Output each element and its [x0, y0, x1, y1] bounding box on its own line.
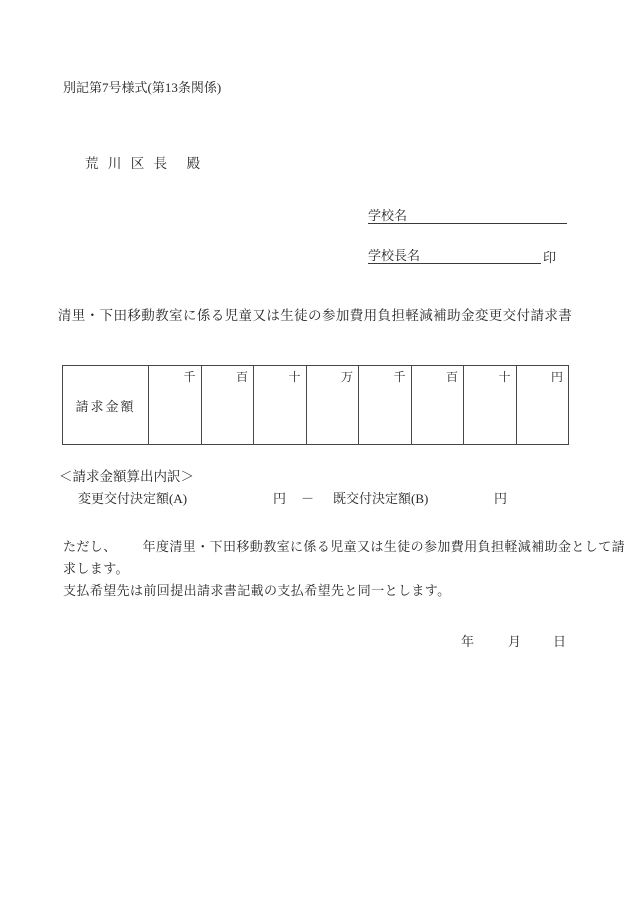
digit-header: 百 [445, 370, 458, 384]
principal-name-field [368, 245, 541, 264]
date-year-label: 年 [461, 634, 475, 649]
digit-header: 十 [498, 370, 511, 384]
principal-name-label: 学校長名 [368, 248, 421, 263]
body-line1-prefix: ただし、 [63, 539, 117, 554]
body-text-line3: 支払希望先は前回提出請求書記載の支払希望先と同一とします。 [63, 583, 451, 598]
seal-placeholder: 印 [543, 250, 557, 265]
digit-header: 百 [235, 370, 248, 384]
breakdown-heading: ＜請求金額算出内訳＞ [59, 469, 194, 484]
digit-header: 円 [550, 370, 563, 384]
addressee: 荒 川 区 長 殿 [85, 156, 204, 171]
digit-cell-thousand-man [148, 366, 201, 444]
form-number: 別記第7号様式(第13条関係) [63, 80, 222, 95]
digit-cell-yen [516, 366, 569, 444]
amount-row-label: 請求金額 [75, 398, 136, 414]
breakdown-item-b-label: 既交付決定額(B) [333, 491, 429, 506]
minus-operator: － [301, 491, 315, 506]
amount-table [62, 365, 569, 445]
document-title: 清里・下田移動教室に係る児童又は生徒の参加費用負担軽減補助金変更交付請求書 [57, 308, 573, 323]
digit-cell-ten [463, 366, 516, 444]
digit-header: 千 [393, 370, 406, 384]
digit-cell-man [306, 366, 359, 444]
amount-row-label-cell [63, 366, 148, 444]
date-month-label: 月 [508, 634, 522, 649]
breakdown-item-a-label: 変更交付決定額(A) [78, 491, 188, 506]
digit-cell-ten-man [253, 366, 306, 444]
digit-cell-hundred-man [201, 366, 254, 444]
body-line1-rest: 年度清里・下田移動教室に係る児童又は生徒の参加費用負担軽減補助金として請 [142, 539, 626, 554]
breakdown-unit-a: 円 [273, 491, 287, 506]
digit-cell-hundred [411, 366, 464, 444]
digit-header: 十 [288, 370, 301, 384]
body-text-line2: 求します。 [63, 561, 129, 576]
date-day-label: 日 [553, 634, 567, 649]
school-name-field [368, 205, 567, 224]
digit-cell-thousand [358, 366, 411, 444]
digit-header: 万 [340, 370, 353, 384]
breakdown-unit-b: 円 [494, 491, 508, 506]
digit-header: 千 [183, 370, 196, 384]
body-text-line1 [63, 536, 625, 555]
school-name-label: 学校名 [368, 208, 408, 223]
